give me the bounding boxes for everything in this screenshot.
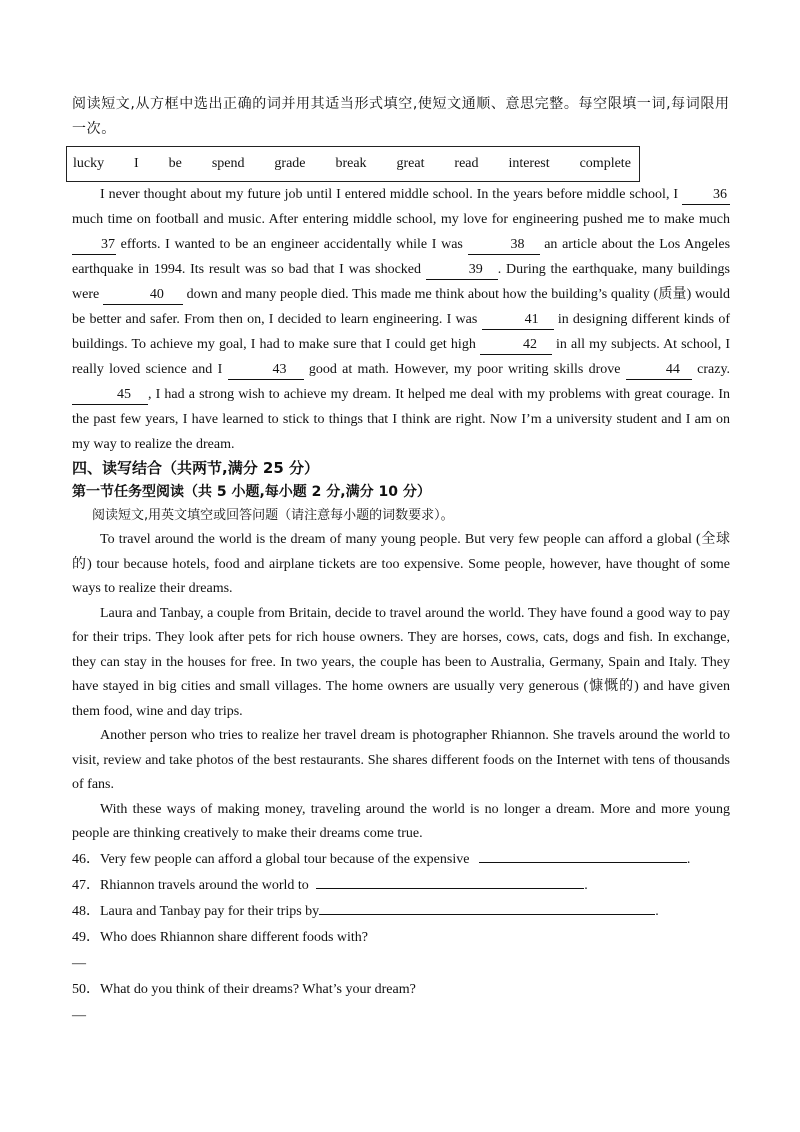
passage-text: an article about the Los Angeles earthquake in 1994. Its result was so bad that I was shocked: [72, 237, 731, 277]
passage-text: I never thought about my future job until I entered middle school. In the years before middle school, I: [100, 187, 679, 202]
word-box-item: read: [454, 156, 479, 171]
blank-43[interactable]: 43: [228, 361, 304, 380]
question-46: [72, 847, 730, 873]
passage-text: in designing different kinds of buildings. To achieve my goal, I had to make sure that I could get high: [72, 312, 731, 352]
word-box: [66, 146, 640, 182]
question-period: .: [686, 851, 691, 867]
reading-paragraph: With these ways of making money, traveling around the world is no longer a dream. More and more young people are thinking creatively to make their dreams come true.: [72, 801, 730, 841]
reading-paragraph: Laura and Tanbay, a couple from Britain, decide to travel around the world. They have found a good way to pay for their trips. They look after pets for rich house owners. They are horses, cows, cats, dogs and fish. In exchange, they can stay in the houses for free. In two years, the couple has been to Australia, Germany, Spain and Italy. They have stayed in big cities and small villages. The home owners are usually very generous (慷慨的) and have given them food, wine and day trips.: [72, 605, 730, 719]
question-text: 46．Very few people can afford a global tour because of the expensive: [72, 851, 470, 867]
passage-text: good at math. However, my poor writing skills drove: [308, 362, 621, 377]
question-period: .: [655, 903, 659, 919]
word-box-item: lucky: [73, 156, 105, 171]
answer-dash-50[interactable]: —: [72, 1007, 86, 1023]
blank-41[interactable]: 41: [482, 311, 554, 330]
blank-44[interactable]: 44: [626, 361, 692, 380]
blank-40[interactable]: 40: [103, 286, 183, 305]
blank-45[interactable]: 45: [72, 386, 148, 405]
word-box-item: be: [168, 156, 182, 171]
answer-line-48[interactable]: [319, 900, 655, 915]
word-box-item: great: [396, 156, 425, 171]
blank-39[interactable]: 39: [426, 261, 498, 280]
answer-line-46[interactable]: [479, 848, 687, 863]
blank-37[interactable]: 37: [72, 236, 116, 255]
question-period: .: [584, 877, 588, 893]
cloze-instructions: 阅读短文,从方框中选出正确的词并用其适当形式填空,使短文通顺、意思完整。每空限填一词,每词限用一次。: [72, 96, 730, 137]
cloze-passage: [72, 182, 730, 457]
answer-line-47[interactable]: [316, 874, 584, 889]
word-box-item: break: [335, 156, 367, 171]
question-49: 49．Who does Rhiannon share different foods with?: [72, 929, 369, 945]
cloze-paragraph: [72, 182, 730, 457]
question-50: 50．What do you think of their dreams? What’s your dream?: [72, 981, 416, 997]
passage-text: efforts. I wanted to be an engineer accidentally while I was: [120, 237, 463, 252]
question-48: [72, 899, 730, 925]
word-box-item: interest: [508, 156, 550, 171]
section-4: [72, 456, 730, 1029]
question-text: 48．Laura and Tanbay pay for their trips by: [72, 903, 320, 919]
section-heading: 四、读写结合（共两节,满分 25 分）: [72, 459, 320, 477]
blank-36[interactable]: 36: [682, 186, 730, 205]
question-47: [72, 873, 730, 899]
word-box-item: grade: [274, 156, 306, 171]
passage-text: much time on football and music. After entering middle school, my love for engineering pushed me to make much: [72, 212, 730, 227]
passage-text: . During the earthquake, many buildings were: [72, 262, 731, 302]
passage-text: crazy.: [697, 362, 731, 377]
passage-text: down and many people died. This made me think about how the building’s quality (质量) would be better and safer. From then on, I decided to learn engineering. I was: [72, 287, 731, 327]
word-box-item: I: [134, 156, 139, 171]
passage-text: in all my subjects. At school, I really loved science and I: [72, 337, 730, 377]
word-box-item: complete: [579, 156, 631, 171]
passage-text: , I had a strong wish to achieve my dream. It helped me deal with my problems with great courage. In the past few years, I have learned to stick to things that I think are right. Now I’m a university student and I am on my way to realize the dream.: [72, 387, 730, 452]
answer-dash-49[interactable]: —: [72, 955, 86, 971]
blank-38[interactable]: 38: [468, 236, 540, 255]
question-text: 47．Rhiannon travels around the world to: [72, 877, 309, 893]
reading-paragraph: Another person who tries to realize her travel dream is photographer Rhiannon. She travels around the world to visit, review and take photos of the best restaurants. She shares different foods on the Internet with tens of thousands of fans.: [72, 728, 730, 792]
task-instructions: 阅读短文,用英文填空或回答问题（请注意每小题的词数要求）。: [92, 508, 454, 523]
section-subheading: 第一节任务型阅读（共 5 小题,每小题 2 分,满分 10 分）: [72, 484, 431, 500]
blank-42[interactable]: 42: [480, 336, 552, 355]
reading-paragraph: To travel around the world is the dream of many young people. But very few people can afford a global (全球的) tour because hotels, food and airplane tickets are too expensive. Some people, however, have thought of some ways to realize their dreams.: [72, 532, 730, 596]
word-box-item: spend: [211, 156, 245, 171]
